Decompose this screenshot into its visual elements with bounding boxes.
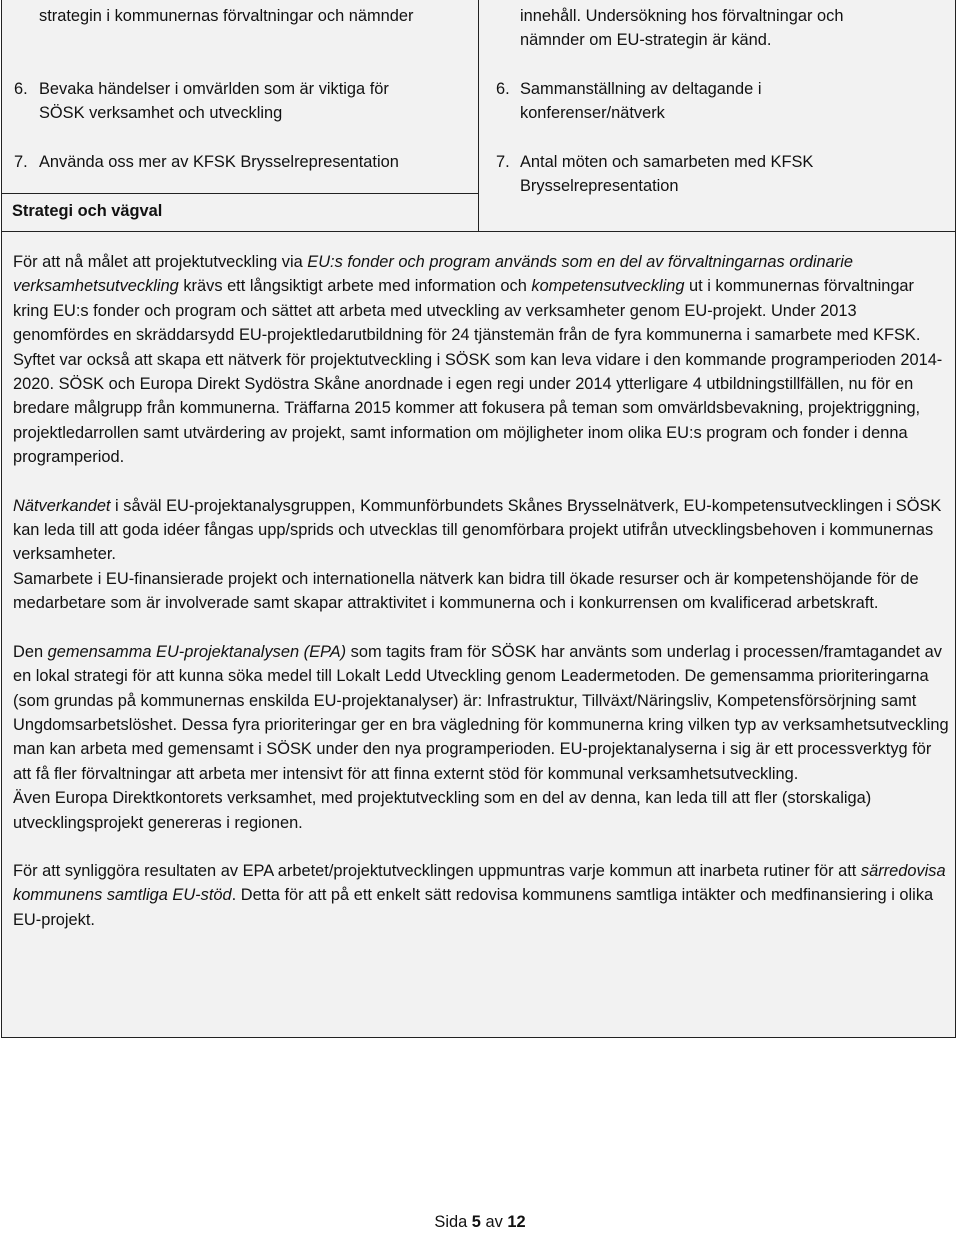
p6-text-b: . Detta för att på ett enkelt sätt redovisa kommunens samtliga intäkter och medfinansiering i olika EU-projekt. <box>13 886 934 929</box>
section-title-cell <box>2 193 478 231</box>
footer-prefix: Sida <box>434 1213 472 1231</box>
paragraph-europa-direkt: Även Europa Direktkontorets verksamhet, med projektutveckling som en del av denna, kan leda till att fler (storskaliga) utvecklingsprojekt genereras i regionen. <box>13 789 872 832</box>
indicator-7-number: 7. <box>496 153 510 171</box>
indicator-6-number: 6. <box>496 80 510 98</box>
p2-text: i såväl EU-projektanalysgruppen, Kommunförbundets Skånes Brysselnätverk, EU-kompetensutvecklingen i SÖSK kan leda till att goda idéer fångas upp/sprids och utvecklas till genomförbara projekt utifrån utvecklingsbehoven i kommunernas verksamheter. <box>13 496 942 564</box>
paragraph-samarbete: Samarbete i EU-finansierade projekt och internationella nätverk kan bidra till ökade resurser och är kompetenshöjande för de medarbetare som är involverade samt skapar attraktivitet i kommunerna och i konkurrensen om kvalificerad arbetskraft. <box>13 569 919 613</box>
indicator-continuation-line2: nämnder om EU-strategin är känd. <box>520 31 772 49</box>
strategy-body <box>13 250 951 932</box>
p4-text-b: som tagits fram för SÖSK har använts som underlag i processen/framtagandet av en lokal strategi för att kunna söka medel till Lokalt Ledd Utveckling genom Leadermetoden. De gemensamma prioriteringarna (som grundas på kommunernas enskilda EU-projektanalyser) är: Infrastruktur, Tillväxt/Näringsliv, Kompetensförsörjning samt Ungdomsarbetslöshet. Dessa fyra prioriteringar ger en bra vägledning för kommunerna kring vilken typ av verksamhetsutveckling man kan arbeta med gemensamt i SÖSK under den nya programperioden. EU-projektanalyserna i sig är ett processverktyg för att få fler förvaltningar att arbeta mer intensivt för att finna externt stöd för kommunal verksamhetsutveckling. <box>13 642 949 783</box>
p4-emphasis: gemensamma EU-projektanalysen (EPA) <box>47 642 347 661</box>
goal-6-line2: SÖSK verksamhet och utveckling <box>39 104 283 122</box>
goal-7-text: Använda oss mer av KFSK Brysselrepresentation <box>39 153 399 171</box>
goal-6-number: 6. <box>14 80 28 98</box>
p1-text-a: För att nå målet att projektutveckling via <box>13 253 308 271</box>
goals-column <box>2 0 479 231</box>
page-footer <box>0 1210 960 1234</box>
footer-mid: av <box>480 1213 508 1231</box>
goals-row <box>2 0 955 232</box>
current-page-number: 5 <box>471 1213 481 1231</box>
paragraph-epa <box>13 640 951 786</box>
p1-text-b: krävs ett långsiktigt arbete med information och <box>178 277 532 296</box>
paragraph-natverkandet <box>13 494 951 567</box>
indicators-column <box>479 0 955 231</box>
total-page-count: 12 <box>507 1213 526 1231</box>
indicator-7-line1: Antal möten och samarbeten med KFSK <box>520 153 814 171</box>
p6-text-a: För att synliggöra resultaten av EPA arbetet/projektutvecklingen uppmuntras varje kommun att inarbeta rutiner för att <box>13 861 861 880</box>
goal-continuation: strategin i kommunernas förvaltningar och nämnder <box>39 7 414 25</box>
p2-emphasis: Nätverkandet <box>13 496 111 515</box>
indicator-7-line2: Brysselrepresentation <box>520 177 679 195</box>
indicator-6-line1: Sammanställning av deltagande i <box>520 80 762 98</box>
goal-6-line1: Bevaka händelser i omvärlden som är viktiga för <box>39 80 389 98</box>
document-table <box>1 0 956 1038</box>
p1-emphasis-2: kompetensutveckling <box>531 277 685 296</box>
paragraph-synliggora <box>13 859 951 932</box>
p1-text-c: ut i kommunernas förvaltningar kring EU:s fonder och program och sättet att arbeta med utveckling av verksamheter genom EU-projekt. Under 2013 genomfördes en skräddarsydd EU-projektledarutbildning för 24 tjänstemän från de fyra kommunerna i samarbete med KFSK. Syftet var också att skapa ett nätverk för projektutveckling i SÖSK som kan leva vidare i den kommande programperioden 2014-2020. SÖSK och Europa Direkt Sydöstra Skåne anordnade i egen regi under 2014 ytterligare 4 utbildningstillfällen, nu för en bredare målgrupp från kommunerna. Träffarna 2015 kommer att fokusera på teman som omvärldsbevakning, projektriggning, projektledarrollen samt utvärdering av projekt, samt information om möjligheter inom olika EU:s program och fonder i denna programperiod. <box>13 277 943 467</box>
goal-7-number: 7. <box>14 153 28 171</box>
p4-text-a: Den <box>13 642 48 661</box>
section-title: Strategi och vägval <box>12 202 163 220</box>
p1-emphasis-1: EU:s fonder och program används som en del av förvaltningarnas ordinarie verksamhetsutveckling <box>13 253 854 296</box>
indicator-6-line2: konferenser/nätverk <box>520 104 665 122</box>
indicator-continuation-line1: innehåll. Undersökning hos förvaltningar och <box>520 7 844 25</box>
paragraph-projektutveckling <box>13 250 951 470</box>
p6-emphasis: särredovisa kommunens samtliga EU-stöd <box>13 861 946 905</box>
